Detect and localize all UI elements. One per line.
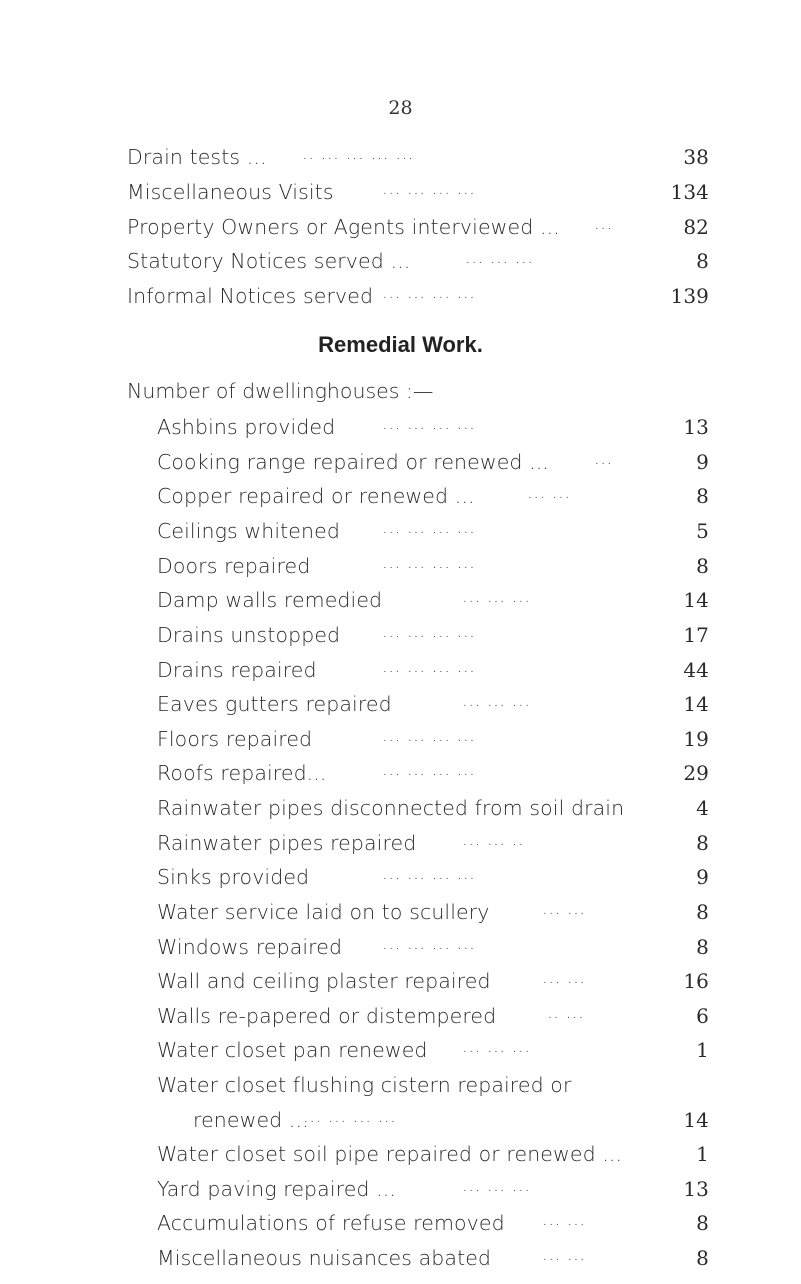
leader-dots: ... ... ... ... — [382, 621, 476, 642]
item-value: 29 — [683, 761, 709, 785]
item-value: 13 — [683, 1177, 709, 1201]
page-number: 28 — [388, 97, 413, 119]
item-label: renewed ... — [193, 1108, 309, 1132]
list-item — [157, 1243, 709, 1273]
summary-label: Drain tests ... — [127, 145, 267, 169]
list-item — [157, 793, 709, 823]
item-value: 8 — [696, 831, 709, 855]
list-item — [157, 828, 709, 858]
item-value: 14 — [683, 588, 709, 612]
item-value: 14 — [683, 692, 709, 716]
list-item — [157, 1174, 709, 1204]
summary-label: Property Owners or Agents interviewed ... — [127, 215, 560, 239]
summary-value: 139 — [670, 284, 709, 308]
leader-dots: ... ... ... — [465, 247, 534, 268]
leader-dots: ... ... ... ... — [382, 759, 476, 780]
item-value: 4 — [696, 796, 709, 820]
leader-dots: ... ... .. — [462, 829, 525, 850]
list-item — [157, 655, 709, 685]
leader-dots: ... ... ... — [462, 1036, 531, 1057]
section-intro: Number of dwellinghouses :— — [127, 379, 434, 403]
list-item — [157, 897, 709, 927]
leader-dots: ... ... ... ... — [303, 1106, 397, 1127]
list-item — [157, 862, 709, 892]
item-value: 8 — [696, 1246, 709, 1270]
list-item — [157, 481, 709, 511]
item-label: Miscellaneous nuisances abated — [157, 1246, 492, 1270]
item-value: 9 — [696, 865, 709, 889]
summary-row — [127, 142, 709, 172]
item-label: Windows repaired — [157, 935, 343, 959]
item-value: 1 — [696, 1038, 709, 1062]
list-item — [157, 620, 709, 650]
summary-value: 38 — [683, 145, 709, 169]
item-label: Drains unstopped — [157, 623, 341, 647]
item-label: Eaves gutters repaired — [157, 692, 392, 716]
leader-dots: ... ... ... ... — [382, 413, 476, 434]
leader-dots: ... ... — [542, 967, 586, 988]
item-value: 14 — [683, 1108, 709, 1132]
list-item — [157, 551, 709, 581]
leader-dots: ... ... — [542, 1244, 586, 1265]
leader-dots: ... ... ... ... — [382, 178, 476, 199]
item-value: 6 — [696, 1004, 709, 1028]
item-value: 8 — [696, 935, 709, 959]
list-item — [157, 689, 709, 719]
leader-dots: ... ... ... ... — [382, 517, 476, 538]
item-label: Rainwater pipes repaired — [157, 831, 417, 855]
item-label: Walls re-papered or distempered — [157, 1004, 497, 1028]
list-item — [157, 412, 709, 442]
item-label: Ashbins provided — [157, 415, 336, 439]
item-value: 8 — [696, 1211, 709, 1235]
summary-label: Miscellaneous Visits — [127, 180, 334, 204]
item-value: 44 — [683, 658, 709, 682]
item-label: Wall and ceiling plaster repaired — [157, 969, 491, 993]
item-value: 19 — [683, 727, 709, 751]
leader-dots: ... ... — [527, 482, 571, 503]
leader-dots: ... ... ... — [462, 690, 531, 711]
item-label: Yard paving repaired ... — [157, 1177, 397, 1201]
item-value: 5 — [696, 519, 709, 543]
item-value: 9 — [696, 450, 709, 474]
leader-dots: ... ... — [542, 1209, 586, 1230]
item-value: 1 — [696, 1142, 709, 1166]
list-item — [157, 516, 709, 546]
item-label: Roofs repaired... — [157, 761, 327, 785]
section-heading: Remedial Work. — [318, 332, 483, 357]
summary-value: 82 — [683, 215, 709, 239]
list-item — [157, 966, 709, 996]
item-label: Drains repaired — [157, 658, 317, 682]
leader-dots: ... ... ... ... — [382, 656, 476, 677]
item-value: 13 — [683, 415, 709, 439]
item-label: Copper repaired or renewed ... — [157, 484, 475, 508]
list-item — [157, 724, 709, 754]
summary-value: 134 — [670, 180, 709, 204]
item-label: Rainwater pipes disconnected from soil drain — [157, 796, 625, 820]
list-item — [157, 447, 709, 477]
leader-dots: ... ... ... — [462, 586, 531, 607]
item-label: Water closet flushing cistern repaired or — [157, 1073, 572, 1097]
leader-dots: .. ... — [547, 1002, 585, 1023]
leader-dots: ... — [594, 213, 613, 234]
list-item — [157, 1035, 709, 1065]
summary-row — [127, 281, 709, 311]
summary-label: Statutory Notices served ... — [127, 249, 411, 273]
item-label: Cooking range repaired or renewed ... — [157, 450, 550, 474]
item-label: Water service laid on to scullery — [157, 900, 490, 924]
list-item — [157, 758, 709, 788]
leader-dots: ... ... — [542, 898, 586, 919]
item-label: Water closet pan renewed — [157, 1038, 428, 1062]
item-label: Water closet soil pipe repaired or renewed ... — [157, 1142, 623, 1166]
item-label: Accumulations of refuse removed — [157, 1211, 505, 1235]
leader-dots: ... ... ... ... — [382, 863, 476, 884]
item-value: 16 — [683, 969, 709, 993]
item-label: Ceilings whitened — [157, 519, 340, 543]
summary-row — [127, 177, 709, 207]
leader-dots: ... ... ... — [462, 1175, 531, 1196]
list-item — [157, 1070, 709, 1100]
list-item — [157, 1208, 709, 1238]
leader-dots: ... ... ... ... — [382, 933, 476, 954]
list-item — [157, 1139, 709, 1169]
item-label: Doors repaired — [157, 554, 311, 578]
leader-dots: ... ... ... ... — [382, 725, 476, 746]
item-value: 17 — [683, 623, 709, 647]
item-label: Floors repaired — [157, 727, 313, 751]
item-label: Damp walls remedied — [157, 588, 383, 612]
leader-dots: ... ... ... ... — [382, 282, 476, 303]
list-item — [193, 1105, 709, 1135]
leader-dots: ... ... ... ... — [382, 552, 476, 573]
list-item — [157, 932, 709, 962]
summary-value: 8 — [696, 249, 709, 273]
summary-label: Informal Notices served — [127, 284, 374, 308]
item-label: Sinks provided — [157, 865, 310, 889]
summary-row — [127, 246, 709, 276]
summary-row — [127, 212, 709, 242]
leader-dots: .. ... ... ... ... — [302, 143, 414, 164]
list-item — [157, 1001, 709, 1031]
item-value: 8 — [696, 900, 709, 924]
list-item — [157, 585, 709, 615]
item-value: 8 — [696, 554, 709, 578]
item-value: 8 — [696, 484, 709, 508]
leader-dots: ... — [594, 448, 613, 469]
